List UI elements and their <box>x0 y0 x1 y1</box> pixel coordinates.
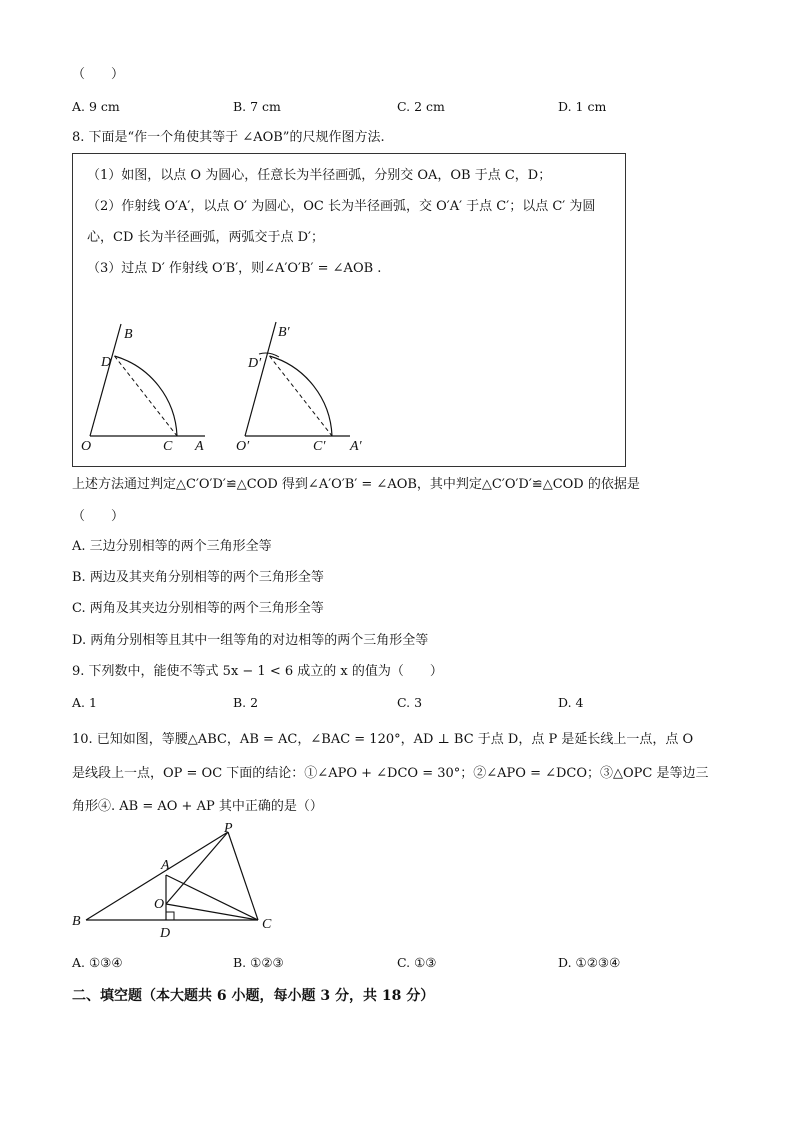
q8-figures <box>73 154 625 466</box>
q8-option-c: C. 两角及其夹边分别相等的两个三角形全等 <box>72 601 324 616</box>
angle-a1o1b1-figure <box>236 322 363 454</box>
label-c-prime: C′ <box>313 439 326 454</box>
q8-stem: 8. 下面是“作一个角使其等于 ∠AOB”的尺规作图方法. <box>72 130 385 145</box>
question-7-answer-paren: （ ） <box>72 67 125 82</box>
q8-answer-paren: （ ） <box>72 509 125 524</box>
label-o: O <box>154 897 165 912</box>
q10-stem-line-3: 角形④. AB = AO + AP 其中正确的是（） <box>72 799 323 814</box>
q10-triangle-figure <box>68 822 288 942</box>
q9-option-b: B. 2 <box>233 695 259 710</box>
section-2-heading: 二、填空题（本大题共 6 小题，每小题 3 分，共 18 分） <box>72 988 435 1004</box>
angle-aob-figure <box>81 324 205 454</box>
q8-step-3: （3）过点 D′ 作射线 O′B′，则∠A′O′B′ = ∠AOB . <box>87 261 382 276</box>
q8-question: 上述方法通过判定△C′O′D′≌△COD 得到∠A′O′B′ = ∠AOB，其中判定△C′O′D′≌△COD 的依据是 <box>72 477 640 492</box>
q8-step-2-cont: 心，CD 长为半径画弧，两弧交于点 D′； <box>87 230 325 245</box>
label-a-prime: A′ <box>350 439 362 454</box>
label-b: B <box>72 914 81 929</box>
q9-stem: 9. 下列数中，能使不等式 5x − 1 < 6 成立的 x 的值为（ ） <box>72 664 443 679</box>
q8-option-b: B. 两边及其夹角分别相等的两个三角形全等 <box>72 570 324 585</box>
q8-option-a: A. 三边分别相等的两个三角形全等 <box>72 539 272 554</box>
q7-option-d: D. 1 cm <box>558 99 607 114</box>
label-b-prime: B′ <box>278 325 290 340</box>
label-o: O <box>81 439 92 454</box>
q8-step-2: （2）作射线 O′A′，以点 O′ 为圆心，OC 长为半径画弧，交 O′A′ 于点 C′；以点 C′ 为圆 <box>87 199 596 214</box>
q8-step-1: （1）如图，以点 O 为圆心，任意长为半径画弧，分别交 OA，OB 于点 C，D； <box>87 168 552 183</box>
label-p: P <box>224 822 233 836</box>
q8-option-d: D. 两角分别相等且其中一组等角的对边相等的两个三角形全等 <box>72 633 429 648</box>
label-d: D <box>160 926 171 941</box>
label-c: C <box>163 439 173 454</box>
q10-stem-line-2: 是线段上一点，OP = OC 下面的结论：①∠APO + ∠DCO = 30°；②∠APO = ∠DCO；③△OPC 是等边三 <box>72 766 709 781</box>
q7-option-b: B. 7 cm <box>233 99 281 114</box>
q10-option-d: D. ①②③④ <box>558 955 621 970</box>
q10-option-a: A. ①③④ <box>72 955 123 970</box>
label-c: C <box>262 917 272 932</box>
q8-construction-box <box>72 153 626 467</box>
q10-option-b: B. ①②③ <box>233 955 284 970</box>
label-a: A <box>195 439 204 454</box>
q7-option-a: A. 9 cm <box>72 99 120 114</box>
q9-option-a: A. 1 <box>72 695 97 710</box>
q10-stem-line-1: 10. 已知如图，等腰△ABC，AB = AC，∠BAC = 120°，AD ⊥ BC 于点 D，点 P 是延长线上一点，点 O <box>72 732 694 747</box>
q7-option-c: C. 2 cm <box>397 99 445 114</box>
label-o-prime: O′ <box>236 439 250 454</box>
q9-option-d: D. 4 <box>558 695 584 710</box>
label-b: B <box>124 327 133 342</box>
label-d-prime: D′ <box>248 356 262 371</box>
label-a: A <box>161 858 170 873</box>
q10-option-c: C. ①③ <box>397 955 437 970</box>
q9-option-c: C. 3 <box>397 695 423 710</box>
label-d: D <box>101 355 112 370</box>
